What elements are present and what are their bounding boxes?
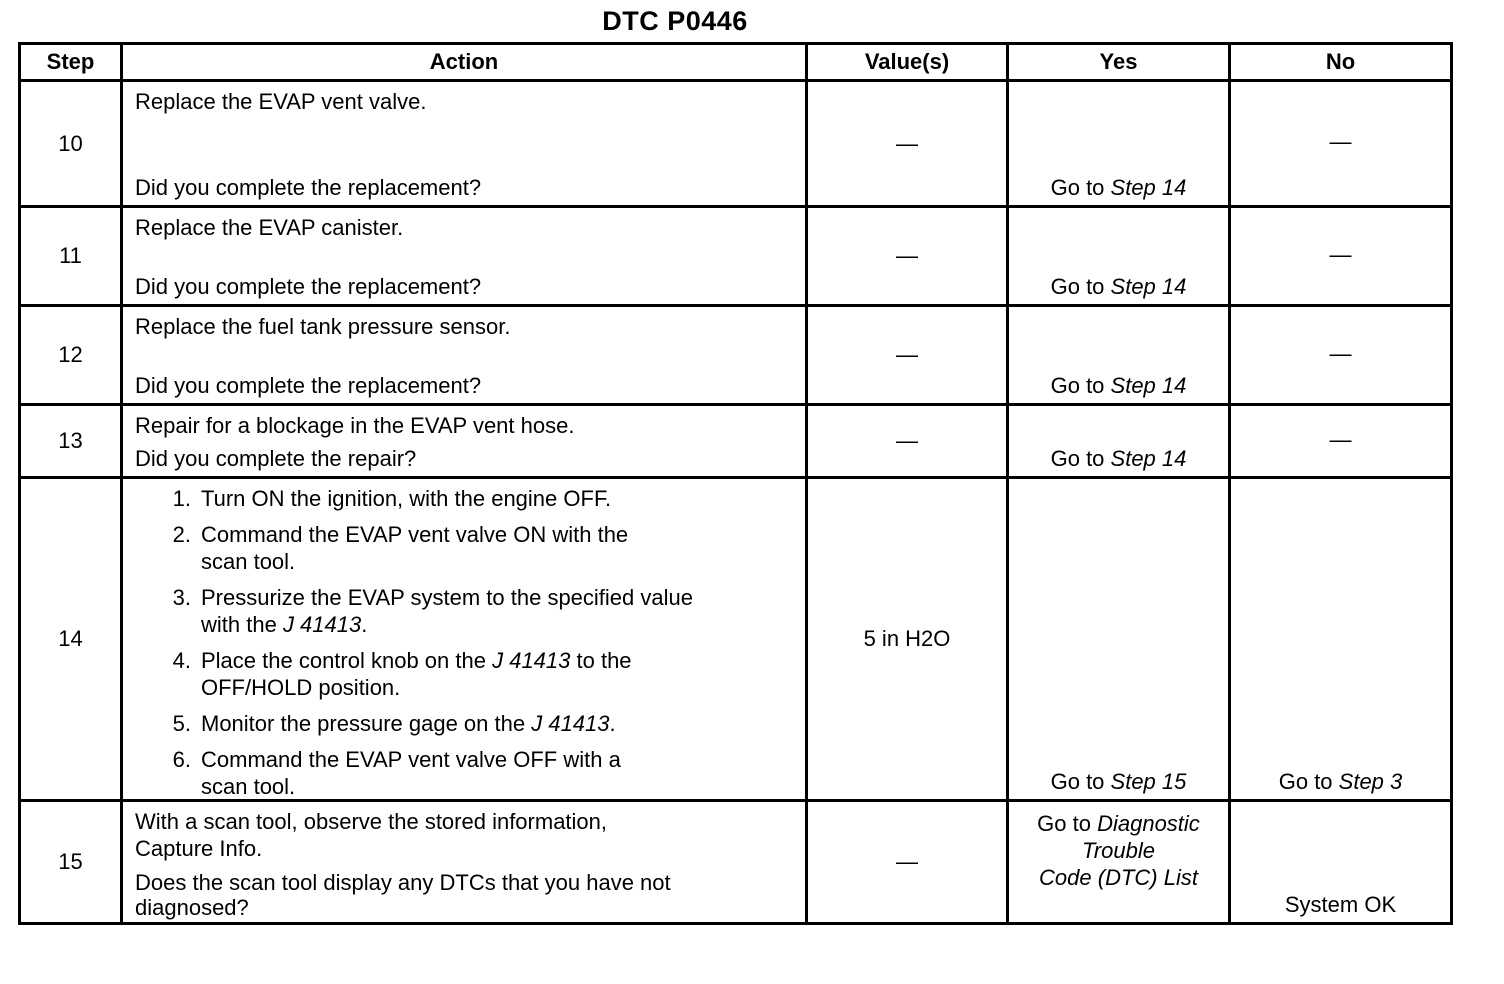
no-dash: — [1329,241,1352,267]
list-item: 5. Monitor the pressure gage on the J 41413. [172,711,616,736]
yes-dtc-list-ref: Code (DTC) List [1039,865,1198,890]
action-text: With a scan tool, observe the stored information, Capture Info. [135,809,608,861]
header-no: No [1230,44,1452,81]
table-row [20,207,1452,306]
page-title: DTC P0446 [602,6,748,36]
no-step-ref: Step 3 [1338,769,1403,794]
no-cell [1230,801,1452,924]
no-dash: — [1329,340,1352,366]
action-text: Replace the fuel tank pressure sensor. [135,314,511,339]
value-cell: — [807,405,1008,478]
yes-cell [1008,478,1230,801]
header-step: Step [20,44,122,81]
yes-step-ref: Step 14 [1110,274,1187,299]
action-question: Does the scan tool display any DTCs that you have not diagnosed? [135,870,671,920]
action-question: Did you complete the replacement? [135,175,482,200]
action-question: Did you complete the replacement? [135,274,482,299]
value-cell: — [807,306,1008,405]
step-number: 10 [20,81,122,207]
yes-cell [1008,801,1230,924]
tool-ref: J 41413 [531,711,610,736]
table-row [20,306,1452,405]
value-cell: — [807,81,1008,207]
yes-step-ref: Step 14 [1110,373,1187,398]
action-text: Repair for a blockage in the EVAP vent hose. [135,413,575,438]
action-cell [122,81,807,207]
yes-cell [1008,207,1230,306]
yes-prefix: Go to [1050,446,1111,471]
action-cell [122,207,807,306]
step-number: 12 [20,306,122,405]
tool-ref: J 41413 [282,612,362,637]
action-question: Did you complete the replacement? [135,373,482,398]
yes-prefix: Go to [1050,373,1111,398]
tool-ref: J 41413 [492,648,571,673]
action-cell [122,801,807,924]
table-header-row [20,44,1452,81]
value-cell: — [807,207,1008,306]
no-cell [1230,478,1452,801]
table-row [20,405,1452,478]
header-action: Action [122,44,807,81]
yes-prefix: Go to [1050,769,1111,794]
yes-cell [1008,405,1230,478]
no-cell [1230,81,1452,207]
action-question: Did you complete the repair? [135,446,417,471]
yes-prefix: Go to [1037,811,1098,836]
list-item: 3. Pressurize the EVAP system to the specified value with the J 41413. [172,585,693,637]
no-cell [1230,207,1452,306]
value-cell: — [807,801,1008,924]
yes-dtc-list-ref: Diagnostic [1097,811,1200,836]
header-yes: Yes [1008,44,1230,81]
no-prefix: Go to [1278,769,1339,794]
table-row [20,801,1452,924]
list-item: 2. Command the EVAP vent valve ON with the scan tool. [172,522,629,574]
no-dash: — [1329,129,1352,154]
step-number: 15 [20,801,122,924]
yes-cell [1008,81,1230,207]
procedure-list [135,485,793,800]
step-number: 14 [20,478,122,801]
action-cell [122,478,807,801]
yes-step-ref: Step 15 [1110,769,1187,794]
no-dash: — [1329,426,1352,452]
list-item: 4. Place the control knob on the J 41413 to the OFF/HOLD position. [172,648,632,700]
action-text: Replace the EVAP vent valve. [135,89,427,114]
no-cell [1230,405,1452,478]
action-text: Replace the EVAP canister. [135,215,404,240]
diagnostic-table [18,42,1453,925]
action-cell [122,306,807,405]
step-number: 11 [20,207,122,306]
yes-prefix: Go to [1050,274,1111,299]
list-item: 6. Command the EVAP vent valve OFF with a scan tool. [172,747,621,799]
yes-step-ref: Step 14 [1110,446,1187,471]
step-number: 13 [20,405,122,478]
action-cell [122,405,807,478]
yes-cell [1008,306,1230,405]
system-ok-text: System OK [1284,892,1397,917]
table-row [20,81,1452,207]
header-values: Value(s) [807,44,1008,81]
yes-step-ref: Step 14 [1110,175,1187,200]
yes-dtc-list-ref: Trouble [1082,838,1155,863]
yes-prefix: Go to [1050,175,1111,200]
table-row [20,478,1452,801]
list-item: 1. Turn ON the ignition, with the engine OFF. [172,486,612,511]
no-cell [1230,306,1452,405]
value-cell: 5 in H2O [807,478,1008,801]
